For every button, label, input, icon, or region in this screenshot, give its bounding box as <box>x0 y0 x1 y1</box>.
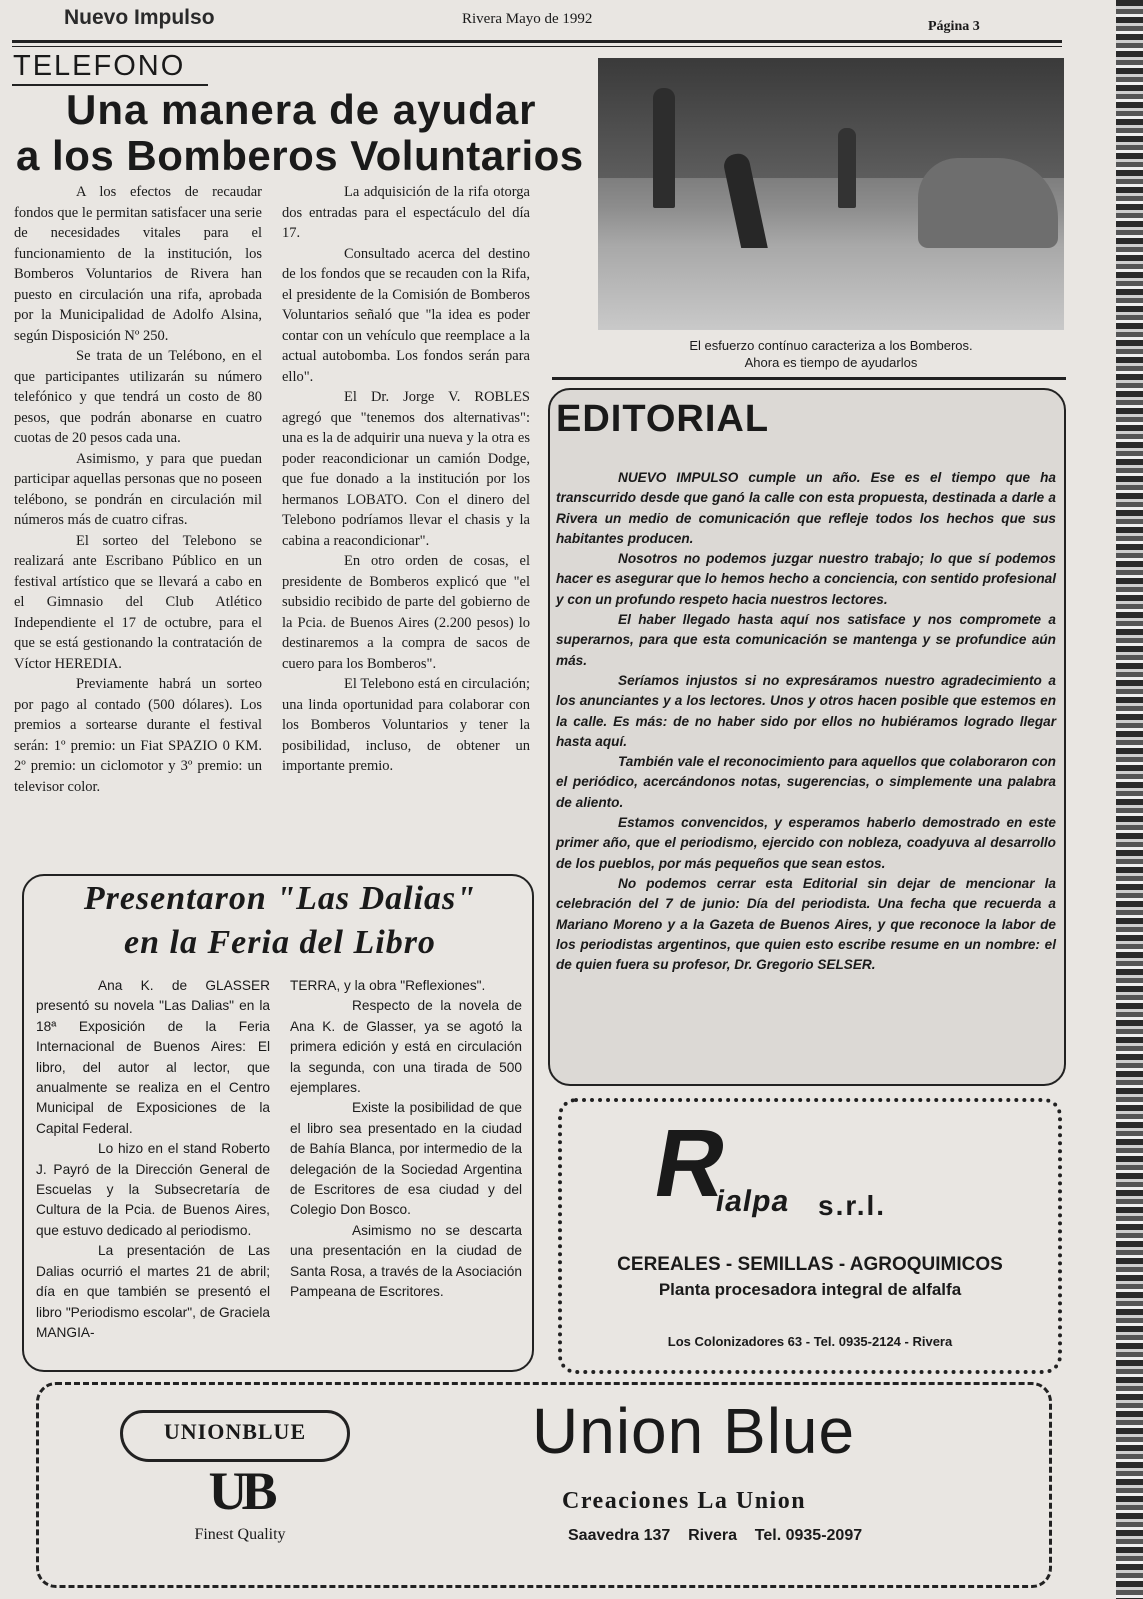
editorial-paragraph: Estamos convencidos, y esperamos haberlo demostrado en este primer año, que el periodismo, ejercido con nobleza, coadyuva al desarrollo de los pueblos, por más pequeños que sean estos. <box>556 815 1056 871</box>
photo-figure <box>838 128 856 208</box>
las-dalias-paragraph: Respecto de la novela de Ana K. de Glasser, ya se agotó la primera edición y está en circulación la segunda, con una tirada de 500 ejemplares. <box>290 998 522 1096</box>
rialpa-ad <box>558 1098 1062 1374</box>
firefighters-photo <box>598 58 1064 330</box>
unionblue-banner-text: UNIONBLUE <box>163 1419 307 1444</box>
las-dalias-paragraph: La presentación de Las Dalias ocurrió el martes 21 de abril; día en que también se presentó el libro "Periodismo escolar", de Graciela MANGIA- <box>36 1243 270 1340</box>
editorial-title: EDITORIAL <box>556 398 770 440</box>
rialpa-logo-mark: R <box>646 1110 735 1217</box>
article1-paragraph: Previamente habrá un sorteo por pago al contado (500 dólares). Los premios a sortearse durante el festival serán: 1º premio: un Fiat SPAZIO 0 KM. 2º premio: un ciclomotor y 3º premio: un televisor color. <box>14 676 262 795</box>
las-dalias-paragraph: Ana K. de GLASSER presentó su novela "Las Dalias" en la 18ª Exposición de la Feria Internacional de Buenos Aires: El libro, del autor al lector, que anualmente se realiza en el Centro Municipal de Exposiciones de la Capital Federal. <box>36 978 270 1136</box>
article1-column-1 <box>14 182 262 797</box>
unionblue-monogram: UB <box>208 1461 272 1521</box>
article1-paragraph: La adquisición de la rifa otorga dos entradas para el espectáculo del día 17. <box>282 184 530 241</box>
las-dalias-paragraph: TERRA, y la obra "Reflexiones". <box>290 978 486 993</box>
editorial-paragraph: También vale el reconocimiento para aquellos que colaboraron con el periódico, acercándonos notas, sugerencias, o simplemente una palabra de aliento. <box>556 754 1056 810</box>
issue-date: Rivera Mayo de 1992 <box>462 11 593 27</box>
editorial-paragraph: No podemos cerrar esta Editorial sin dejar de mencionar la celebración del 7 de junio: Día del periodista. Una fecha que recuerda a Mariano Moreno y a la Gazeta de Buenos Aires, y que reconoce la labor de los periodistas argentinos, que quien esto escribe resume en un nombre: el de quien fuera su profesor, Dr. Gregorio SELSER. <box>556 875 1056 973</box>
editorial-body <box>556 468 1056 975</box>
las-dalias-column-2 <box>290 976 522 1303</box>
las-dalias-title-line1: Presentaron "Las Dalias" <box>83 880 477 917</box>
editorial-paragraph: El haber llegado hasta aquí nos satisface y nos compromete a superarnos, para que esta comunicación se mantenga y se profundice aún más. <box>556 612 1056 668</box>
page-number: Página 3 <box>928 19 980 34</box>
unionblue-subtitle: Creaciones La Union <box>562 1488 807 1514</box>
rialpa-address: Los Colonizadores 63 - Tel. 0935-2124 - Rivera <box>667 1334 953 1349</box>
article1-paragraph: El sorteo del Telebono se realizará ante Escribano Público en un festival artístico que se llevará a cabo en el Gimnasio del Club Atlético Independiente el 17 de octubre, para el que se está gestionando la contratación de Víctor HEREDIA. <box>14 532 262 672</box>
page-edge-binding <box>1116 0 1143 1599</box>
article1-paragraph: Consultado acerca del destino de los fondos que se recauden con la Rifa, el presidente de la Comisión de Bomberos Voluntarios señaló que "la idea es poder contar con un vehículo que reemplace a la actual autobomba. Los fondos serán para ello". <box>282 245 530 385</box>
rialpa-products: CEREALES - SEMILLAS - AGROQUIMICOS <box>617 1254 1003 1275</box>
las-dalias-paragraph: Existe la posibilidad de que el libro sea presentado en la ciudad de Bahía Blanca, por intermedio de la delegación de la Sociedad Argentina de Escritores de esa ciudad y del Colegio Don Bosco. <box>290 1100 522 1218</box>
rialpa-logo-text: ialpa <box>713 1185 793 1218</box>
header-rule-thin <box>12 46 1062 47</box>
editorial-paragraph: Seríamos injustos si no expresáramos nuestro agradecimiento a los anunciantes y a los lectores. Unos y otros hacen posible que estemos en la calle. Es más: de no haber sido por ellos no hubiéramos logrado llegar hasta aquí. <box>556 672 1056 749</box>
editorial-top-rule <box>552 377 1066 380</box>
photo-caption-line2: Ahora es tiempo de ayudarlos <box>744 355 918 370</box>
article1-paragraph: Asimismo, y para que puedan participar aquellas personas que no poseen telébono, se pondrán en circulación mil números más de cuatro cifras. <box>14 450 262 528</box>
article1-paragraph: El Telebono está en circulación; una linda oportunidad para colaborar con los Bomberos Voluntarios y tener la posibilidad, incluso, de obtener un importante premio. <box>282 676 530 774</box>
las-dalias-paragraph: Asimismo no se descarta una presentación en la ciudad de Santa Rosa, a través de la Asociación Pampeana de Escritores. <box>290 1222 522 1300</box>
article-title-line2: a los Bomberos Voluntarios <box>16 132 584 179</box>
photo-rubble <box>918 158 1058 248</box>
article1-paragraph: A los efectos de recaudar fondos que le permitan satisfacer una serie de necesidades vitales para el funcionamiento de la institución, los Bomberos Voluntarios de Rivera han puesto en circulación una rifa, aprobada por la Municipalidad de Adolfo Alsina, según Disposición Nº 250. <box>14 184 262 344</box>
article1-paragraph: El Dr. Jorge V. ROBLES agregó que "tenemos dos alternativas": una es la de adquirir una nueva y la otra es poder reacondicionar un camión Dodge, que fue donado a la institución por los hermanos LOBATO. Con el dinero del Telebono podríamos llevar el chasis y la cabina a reacondicionar". <box>282 389 530 549</box>
section-label: TELEFONO <box>13 50 186 82</box>
unionblue-name: Union Blue <box>532 1395 856 1467</box>
photo-caption-line1: El esfuerzo contínuo caracteriza a los Bomberos. <box>689 338 973 353</box>
unionblue-tagline: Finest Quality <box>194 1526 286 1543</box>
rialpa-suffix: s.r.l. <box>818 1190 887 1221</box>
las-dalias-column-1 <box>36 976 270 1343</box>
rialpa-plant: Planta procesadora integral de alfalfa <box>658 1280 962 1299</box>
article-title-line1: Una manera de ayudar <box>66 86 537 133</box>
article1-paragraph: En otro orden de cosas, el presidente de Bomberos explicó que "el subsidio recibido de parte del gobierno de la Pcia. de Buenos Aires (2.200 pesos) lo destinaremos a la compra de sacos de cuero para los Bomberos". <box>282 553 530 672</box>
las-dalias-paragraph: Lo hizo en el stand Roberto J. Payró de la Dirección General de Escuelas y la Subsecretaría de Cultura de la Pcia. de Buenos Aires, que estuvo dedicado al periodismo. <box>36 1141 270 1238</box>
article1-paragraph: Se trata de un Telébono, en el que participantes utilizarán su número telefónico y que tendrá un costo de 80 pesos, que podrán abonarse en cuatro cuotas de 20 pesos cada una. <box>14 348 262 446</box>
photo-ground <box>598 248 1064 330</box>
header-rule <box>12 40 1062 43</box>
article1-column-2 <box>282 182 530 777</box>
editorial-paragraph: Nosotros no podemos juzgar nuestro trabajo; lo que sí podemos hacer es asegurar que lo hemos hecho a conciencia, con sentido profesional y con un profundo respeto hacia nuestros lectores. <box>556 551 1056 607</box>
publication-name: Nuevo Impulso <box>64 6 215 29</box>
unionblue-address: Saavedra 137 Rivera Tel. 0935-2097 <box>568 1527 863 1544</box>
las-dalias-title-line2: en la Feria del Libro <box>124 924 436 961</box>
editorial-paragraph: NUEVO IMPULSO cumple un año. Ese es el tiempo que ha transcurrido desde que ganó la calle con esta propuesta, destinada a darle a Rivera un medio de comunicación que refleje todos los hechos que sus habitantes producen. <box>556 470 1056 546</box>
photo-figure <box>653 88 675 208</box>
